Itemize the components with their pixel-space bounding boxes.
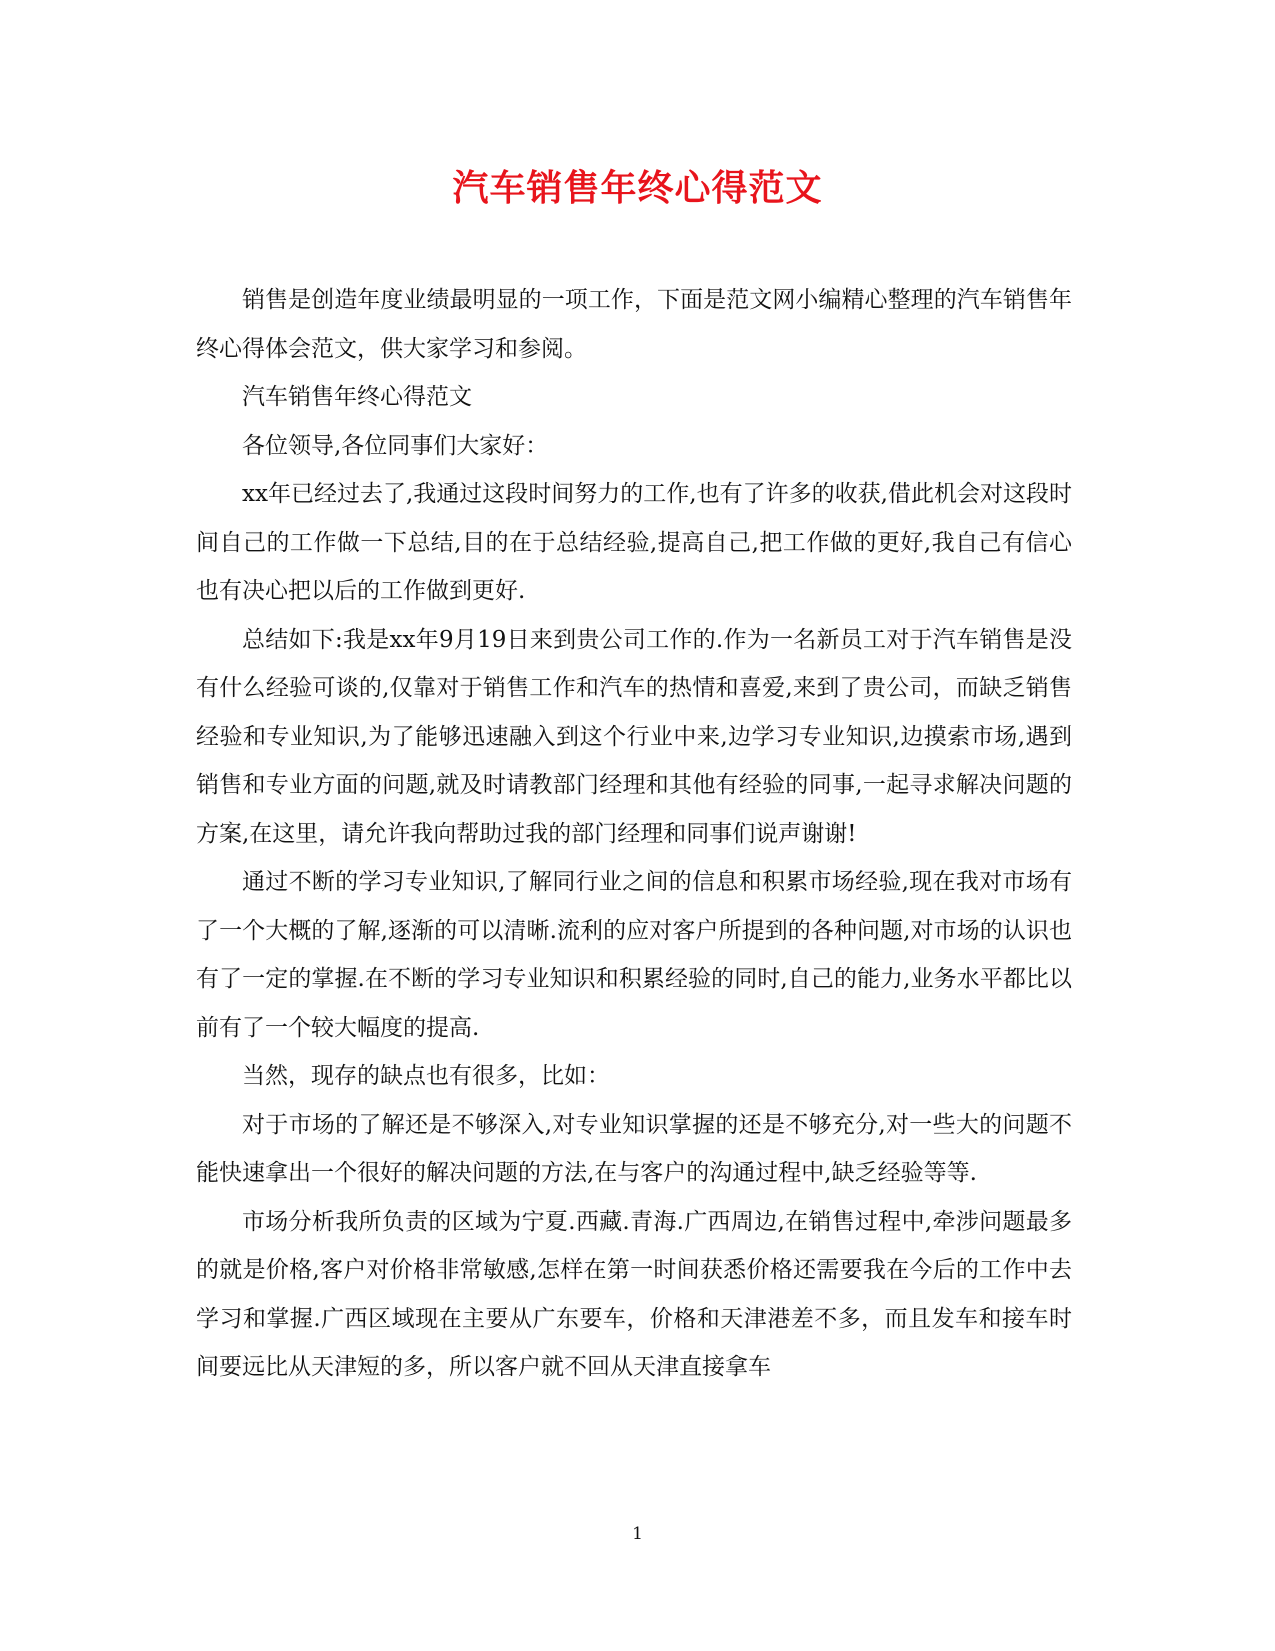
page-number: 1 — [632, 1524, 643, 1544]
paragraph-summary: 总结如下:我是xx年9月19日来到贵公司工作的.作为一名新员工对于汽车销售是没有什么经验可谈的,仅靠对于销售工作和汽车的热情和喜爱,来到了贵公司，而缺乏销售经验和专业知识,为了能够迅速融入到这个行业中来,边学习专业知识,边摸索市场,遇到销售和专业方面的问题,就及时请教部门经理和其他有经验的同事,一起寻求解决问题的方案,在这里，请允许我向帮助过我的部门经理和同事们说声谢谢! — [196, 626, 1072, 847]
paragraph-year-review: xx年已经过去了,我通过这段时间努力的工作,也有了许多的收获,借此机会对这段时间自己的工作做一下总结,目的在于总结经验,提高自己,把工作做的更好,我自己有信心也有决心把以后的工作做到更好. — [196, 481, 1072, 604]
paragraph-market-analysis: 市场分析我所负责的区域为宁夏.西藏.青海.广西周边,在销售过程中,牵涉问题最多的就是价格,客户对价格非常敏感,怎样在第一时间获悉价格还需要我在今后的工作中去学习和掌握.广西区域现在主要从广东要车，价格和天津港差不多，而且发车和接车时间要远比从天津短的多，所以客户就不回从天津直接拿车 — [196, 1208, 1072, 1380]
document-body — [196, 276, 1072, 1392]
paragraph-shortcomings: 对于市场的了解还是不够深入,对专业知识掌握的还是不够充分,对一些大的问题不能快速拿出一个很好的解决问题的方法,在与客户的沟通过程中,缺乏经验等等. — [196, 1111, 1072, 1186]
paragraph-learning: 通过不断的学习专业知识,了解同行业之间的信息和积累市场经验,现在我对市场有了一个大概的了解,逐渐的可以清晰.流利的应对客户所提到的各种问题,对市场的认识也有了一定的掌握.在不断的学习专业知识和积累经验的同时,自己的能力,业务水平都比以前有了一个较大幅度的提高. — [196, 869, 1072, 1041]
paragraph-intro: 销售是创造年度业绩最明显的一项工作，下面是范文网小编精心整理的汽车销售年终心得体会范文，供大家学习和参阅。 — [196, 287, 1072, 362]
paragraph-shortcomings-intro: 当然，现存的缺点也有很多，比如： — [242, 1063, 610, 1089]
document-title: 汽车销售年终心得范文 — [452, 167, 823, 209]
paragraph-subtitle: 汽车销售年终心得范文 — [242, 384, 472, 410]
paragraph-greeting: 各位领导,各位同事们大家好： — [242, 432, 549, 459]
